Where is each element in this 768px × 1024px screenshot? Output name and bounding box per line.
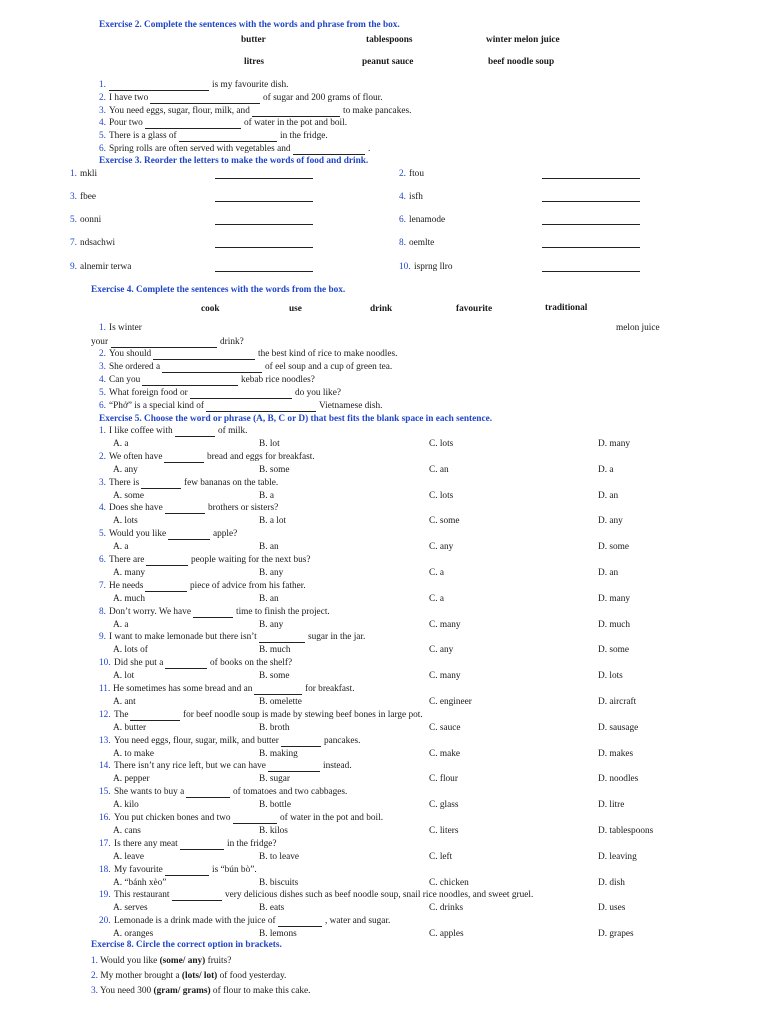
ex2-item-6-text-before: Spring rolls are often served with vegetables and: [109, 144, 291, 154]
ex5-question-12-number: 12.: [99, 709, 111, 720]
ex5-option[interactable]: C. flour: [429, 774, 458, 785]
ex2-item-4-number: 4.: [99, 118, 106, 128]
ex3-answer-blank[interactable]: [215, 271, 313, 272]
ex5-option[interactable]: A. lots of: [113, 645, 148, 656]
ex8-item-1: [91, 957, 231, 966]
ex5-question-13-text-after: pancakes.: [324, 735, 361, 746]
ex5-option[interactable]: A. kilo: [113, 800, 139, 811]
ex5-question-10-text-before: Did she put a: [114, 658, 164, 669]
ex5-option[interactable]: A. a: [113, 542, 129, 553]
ex5-option[interactable]: A. much: [113, 593, 146, 604]
ex5-question-7-text-after: piece of advice from his father.: [190, 580, 306, 591]
ex5-option[interactable]: C. any: [429, 645, 454, 656]
exercise-4-heading: Exercise 4. Complete the sentences with the words from the box.: [91, 285, 346, 295]
ex5-question-18-number: 18.: [99, 864, 111, 875]
ex4-item-1-text-after: drink?: [220, 337, 244, 347]
ex2-box-word: butter: [241, 35, 266, 45]
ex2-item-1-blank[interactable]: [109, 90, 209, 91]
ex5-question-3-blank[interactable]: [141, 488, 181, 489]
ex5-option[interactable]: C. a: [429, 593, 444, 604]
ex5-question-6-number: 6.: [99, 555, 106, 565]
ex3-answer-blank[interactable]: [542, 224, 640, 225]
ex2-item-4-blank[interactable]: [145, 128, 241, 129]
ex5-option[interactable]: D. dish: [598, 877, 625, 888]
ex2-box-word: tablespoons: [366, 35, 413, 45]
ex4-item-6-text-before: “Phở” is a special kind of: [109, 401, 205, 411]
ex4-item-1-number: 1.: [99, 323, 106, 333]
ex2-item-4-text-before: Pour two: [109, 118, 143, 128]
ex5-question-14-number: 14.: [99, 761, 111, 772]
ex5-option[interactable]: D. grapes: [598, 929, 634, 940]
ex5-question-9-text-after: sugar in the jar.: [308, 632, 366, 643]
ex5-option[interactable]: D. some: [598, 645, 629, 656]
ex5-question-1-blank[interactable]: [175, 436, 215, 437]
ex5-option[interactable]: A. to make: [113, 748, 155, 759]
ex8-item-2: [91, 972, 286, 981]
ex5-option[interactable]: C. chicken: [429, 877, 469, 888]
ex3-scrambled-word: isfh: [409, 192, 423, 202]
ex4-item-3-blank[interactable]: [162, 372, 262, 373]
ex5-question-1-number: 1.: [99, 426, 106, 436]
ex3-item-number: 8.: [399, 238, 406, 248]
ex5-question-14-blank[interactable]: [268, 771, 320, 772]
ex5-question-15-blank[interactable]: [186, 797, 230, 798]
ex8-text-before: Would you like: [100, 956, 160, 966]
ex2-box-word: beef noodle soup: [488, 57, 555, 67]
ex4-item-1-blank[interactable]: [111, 347, 217, 348]
ex5-question-8-number: 8.: [99, 606, 106, 617]
ex5-question-5-text-before: Would you like: [109, 529, 167, 540]
ex4-item-3-text-after: of eel soup and a cup of green tea.: [265, 362, 393, 372]
ex3-answer-blank[interactable]: [215, 224, 313, 225]
ex3-scrambled-word: lenamode: [409, 215, 446, 225]
ex5-option[interactable]: B. any: [259, 619, 284, 630]
ex5-question-13-number: 13.: [99, 735, 111, 746]
ex4-box-word: traditional: [545, 303, 588, 313]
ex5-option[interactable]: C. engineer: [429, 697, 472, 707]
ex2-box-word: peanut sauce: [362, 57, 414, 67]
ex8-item-number: 2.: [91, 971, 98, 981]
ex5-question-10-blank[interactable]: [165, 668, 207, 669]
ex5-option[interactable]: B. some: [259, 671, 290, 682]
ex4-item-1-text: Is winter: [109, 323, 142, 333]
ex4-box-word: favourite: [456, 304, 493, 314]
ex5-option[interactable]: A. lots: [113, 516, 138, 527]
ex5-question-2-number: 2.: [99, 451, 106, 462]
ex5-question-17-number: 17.: [99, 838, 111, 849]
ex8-text-after: of food yesterday.: [217, 971, 287, 981]
ex5-question-6-text-before: There are: [109, 555, 145, 565]
ex4-item-4-text-before: Can you: [109, 375, 141, 385]
ex5-question-17-blank[interactable]: [180, 849, 224, 850]
ex5-question-15-number: 15.: [99, 787, 111, 798]
ex5-option[interactable]: D. a: [598, 464, 614, 475]
ex5-option[interactable]: D. sausage: [598, 722, 639, 733]
ex5-option[interactable]: C. liters: [429, 826, 459, 836]
ex4-item-4-number: 4.: [99, 375, 106, 385]
ex8-text-after: of flour to make this cake.: [210, 986, 311, 996]
ex4-item-6-text-after: Vietnamese dish.: [319, 401, 383, 411]
ex5-question-2-text-after: bread and eggs for breakfast.: [207, 451, 315, 462]
ex5-option[interactable]: C. glass: [429, 800, 459, 811]
ex8-item-number: 3.: [91, 986, 98, 996]
ex4-item-5-blank[interactable]: [190, 398, 292, 399]
ex5-question-12-text-after: for beef noodle soup is made by stewing beef bones in large pot.: [183, 709, 423, 720]
ex5-option[interactable]: C. sauce: [429, 722, 461, 733]
ex5-option[interactable]: D. lots: [598, 671, 623, 682]
ex5-option[interactable]: C. lots: [429, 490, 454, 501]
ex4-item-6-number: 6.: [99, 401, 106, 411]
ex5-option[interactable]: D. any: [598, 516, 623, 527]
ex3-item-number: 5.: [70, 215, 77, 225]
ex5-question-6-blank[interactable]: [146, 565, 188, 566]
ex5-question-14-text-after: instead.: [323, 761, 352, 772]
ex5-option[interactable]: D. uses: [598, 903, 626, 914]
ex5-question-4-text-before: Does she have: [109, 503, 163, 514]
ex8-text-before: My mother brought a: [100, 971, 182, 981]
ex5-question-3-text-after: few bananas on the table.: [184, 477, 279, 488]
ex5-option[interactable]: D. makes: [598, 748, 634, 759]
ex5-option[interactable]: B. making: [259, 748, 298, 759]
ex3-item-number: 6.: [399, 215, 406, 225]
ex5-question-4-text-after: brothers or sisters?: [208, 503, 279, 514]
ex5-question-10-number: 10.: [99, 658, 111, 669]
ex2-item-3-text-after: to make pancakes.: [343, 106, 412, 116]
ex3-item-number: 2.: [399, 169, 406, 179]
ex5-question-9-text-before: I want to make lemonade but there isn’t: [109, 632, 257, 643]
ex5-question-7-number: 7.: [99, 580, 106, 591]
ex5-question-8-text-after: time to finish the project.: [236, 606, 330, 617]
ex5-question-7-text-before: He needs: [109, 580, 144, 591]
ex5-question-5-blank[interactable]: [168, 539, 210, 540]
ex5-question-16-text-after: of water in the pot and boil.: [280, 813, 384, 823]
ex5-option[interactable]: A. leave: [113, 851, 144, 862]
ex5-option[interactable]: A. lot: [113, 671, 135, 682]
ex5-option[interactable]: D. tablespoons: [598, 826, 654, 836]
ex2-item-6-blank[interactable]: [293, 154, 365, 155]
ex5-question-12-blank[interactable]: [130, 720, 180, 721]
ex5-question-20-blank[interactable]: [278, 926, 322, 927]
ex5-option[interactable]: D. an: [598, 568, 619, 578]
ex8-text-after: fruits?: [205, 956, 232, 966]
ex8-item-3: [91, 987, 311, 996]
ex4-box-word: use: [289, 304, 302, 314]
ex4-item-3-text-before: She ordered a: [109, 362, 161, 372]
ex5-question-20-text-after: , water and sugar.: [325, 916, 391, 927]
ex5-option[interactable]: C. drinks: [429, 903, 464, 914]
ex5-option[interactable]: B. broth: [259, 722, 290, 733]
ex5-option[interactable]: B. a: [259, 490, 274, 501]
ex5-option[interactable]: D. many: [598, 593, 631, 604]
ex3-answer-blank[interactable]: [215, 247, 313, 248]
ex5-option[interactable]: B. omelette: [259, 697, 302, 707]
ex3-answer-blank[interactable]: [215, 178, 313, 179]
ex5-question-14-text-before: There isn’t any rice left, but we can have: [114, 761, 266, 772]
ex5-option[interactable]: A. many: [113, 568, 146, 578]
ex5-option[interactable]: B. an: [259, 542, 279, 553]
ex5-option[interactable]: B. sugar: [259, 774, 290, 785]
ex5-question-11-blank[interactable]: [254, 694, 302, 695]
ex5-option[interactable]: C. many: [429, 619, 461, 630]
ex3-answer-blank[interactable]: [542, 201, 640, 202]
ex3-item-number: 3.: [70, 192, 77, 202]
ex5-question-13-text-before: You need eggs, flour, sugar, milk, and butter: [114, 735, 279, 746]
ex2-item-2-blank[interactable]: [150, 103, 260, 104]
ex5-option[interactable]: A. some: [113, 490, 144, 501]
ex5-option[interactable]: C. an: [429, 464, 449, 475]
ex2-box-word: litres: [244, 57, 264, 67]
ex5-question-2-blank[interactable]: [164, 462, 204, 463]
ex5-option[interactable]: A. serves: [113, 903, 148, 914]
ex8-options[interactable]: (lots/ lot): [181, 971, 218, 981]
ex2-item-2-number: 2.: [99, 93, 106, 103]
ex3-answer-blank[interactable]: [542, 247, 640, 248]
ex2-item-6-text-after: .: [368, 144, 371, 154]
ex5-option[interactable]: B. much: [259, 645, 291, 656]
ex2-item-5-number: 5.: [99, 131, 106, 141]
ex5-question-15-text-after: of tomatoes and two cabbages.: [233, 787, 348, 798]
ex3-answer-blank[interactable]: [215, 201, 313, 202]
ex5-option[interactable]: A. a: [113, 439, 129, 449]
ex5-option[interactable]: D. an: [598, 490, 619, 501]
ex4-item-2-number: 2.: [99, 349, 106, 359]
ex5-option[interactable]: D. aircraft: [598, 697, 637, 707]
ex5-question-4-number: 4.: [99, 503, 106, 514]
ex5-question-18-blank[interactable]: [165, 875, 209, 876]
ex3-answer-blank[interactable]: [542, 178, 640, 179]
ex5-question-19-text-after: very delicious dishes such as beef noodle soup, snail rice noodles, and sweet gruel.: [225, 890, 534, 901]
ex3-scrambled-word: ftou: [409, 169, 424, 179]
ex2-item-5-text-before: There is a glass of: [109, 131, 177, 141]
ex5-question-2-text-before: We often have: [109, 451, 163, 462]
ex5-question-6-text-after: people waiting for the next bus?: [191, 555, 311, 565]
exercise-5-heading: Exercise 5. Choose the word or phrase (A, B, C or D) that best fits the blank space in each sentence.: [99, 414, 493, 424]
ex2-item-3-blank[interactable]: [252, 116, 340, 117]
ex3-scrambled-word: isprng llro: [414, 262, 453, 272]
ex8-options[interactable]: (some/ any): [159, 956, 206, 966]
ex5-question-9-number: 9.: [99, 632, 106, 643]
ex5-question-18-text-before: My favourite: [114, 864, 163, 875]
ex2-box-word: winter melon juice: [486, 35, 560, 45]
exercise-3-heading: Exercise 3. Reorder the letters to make the words of food and drink.: [99, 156, 369, 166]
ex4-item-5-text-before: What foreign food or: [109, 388, 188, 398]
ex4-item-5-text-after: do you like?: [295, 388, 341, 398]
ex5-option[interactable]: C. left: [429, 851, 453, 862]
ex5-option[interactable]: D. some: [598, 542, 629, 553]
ex5-question-20-number: 20.: [99, 916, 111, 927]
ex4-box-word: cook: [201, 304, 220, 314]
ex5-option[interactable]: B. a lot: [259, 516, 287, 527]
ex5-option[interactable]: D. many: [598, 439, 631, 449]
ex5-question-10-text-after: of books on the shelf?: [210, 658, 293, 669]
ex2-item-1-text-after: is my favourite dish.: [212, 80, 289, 90]
ex5-option[interactable]: D. leaving: [598, 851, 637, 862]
ex5-option[interactable]: B. some: [259, 464, 290, 475]
ex2-item-5-text-after: in the fridge.: [280, 131, 328, 141]
ex3-scrambled-word: fbee: [80, 192, 96, 202]
ex5-option[interactable]: B. to leave: [259, 851, 300, 862]
ex5-option[interactable]: C. a: [429, 568, 444, 578]
ex5-question-19-number: 19.: [99, 890, 111, 901]
ex3-scrambled-word: oonni: [80, 215, 102, 225]
ex8-options[interactable]: (gram/ grams): [153, 986, 211, 996]
ex5-question-16-blank[interactable]: [233, 823, 277, 824]
ex5-question-15-text-before: She wants to buy a: [114, 787, 185, 798]
ex5-question-9-blank[interactable]: [259, 642, 305, 643]
ex4-item-4-blank[interactable]: [142, 385, 238, 386]
ex5-option[interactable]: A. “bánh xèo”: [113, 877, 167, 888]
ex5-option[interactable]: B. any: [259, 568, 284, 578]
ex3-item-number: 7.: [70, 238, 77, 248]
ex5-option[interactable]: B. kilos: [259, 826, 288, 836]
ex3-item-number: 10.: [399, 262, 411, 272]
ex4-item-1-text-line2: your: [91, 337, 109, 347]
ex5-option[interactable]: B. lemons: [259, 929, 297, 940]
ex5-question-8-text-before: Don’t worry. We have: [109, 606, 191, 617]
ex4-item-4-text-after: kebab rice noodles?: [241, 375, 315, 385]
ex5-option[interactable]: A. any: [113, 464, 138, 475]
exercise-8-heading: Exercise 8. Circle the correct option in brackets.: [91, 940, 282, 950]
ex5-question-17-text-before: Is there any meat: [114, 838, 178, 849]
ex5-question-12-text-before: The: [114, 709, 129, 720]
ex5-option[interactable]: A. pepper: [113, 774, 150, 785]
ex5-question-7-blank[interactable]: [145, 591, 187, 592]
ex2-item-5-blank[interactable]: [179, 141, 277, 142]
ex5-option[interactable]: A. cans: [113, 826, 141, 836]
ex3-answer-blank[interactable]: [542, 271, 640, 272]
ex2-item-2-text-after: of sugar and 200 grams of flour.: [263, 93, 383, 103]
ex5-question-3-text-before: There is: [109, 477, 140, 488]
ex5-option[interactable]: A. a: [113, 619, 129, 630]
ex5-option[interactable]: D. litre: [598, 800, 625, 811]
ex3-scrambled-word: oemlte: [409, 238, 435, 248]
ex5-question-18-text-after: is “bún bò”.: [212, 864, 257, 875]
ex8-item-number: 1.: [91, 956, 98, 966]
ex5-option[interactable]: A. oranges: [113, 929, 154, 940]
ex5-question-16-number: 16.: [99, 813, 111, 823]
ex5-question-5-text-after: apple?: [213, 529, 238, 540]
ex4-item-2-text-after: the best kind of rice to make noodles.: [258, 349, 398, 359]
ex5-option[interactable]: C. apples: [429, 929, 464, 940]
ex5-question-8-blank[interactable]: [193, 617, 233, 618]
ex5-option[interactable]: B. bottle: [259, 800, 292, 811]
ex5-question-20-text-before: Lemonade is a drink made with the juice of: [114, 916, 276, 927]
ex5-question-1-text-before: I like coffee with: [109, 426, 173, 436]
exercise-2-heading: Exercise 2. Complete the sentences with the words and phrase from the box.: [99, 20, 400, 30]
ex4-item-1-text-end: melon juice: [616, 323, 660, 333]
ex2-item-2-text-before: I have two: [109, 93, 149, 103]
ex4-item-6-blank[interactable]: [206, 411, 316, 412]
ex5-option[interactable]: D. much: [598, 619, 631, 630]
ex5-option[interactable]: D. noodles: [598, 774, 639, 785]
ex5-question-11-text-before: He sometimes has some bread and an: [113, 684, 253, 694]
ex4-item-5-number: 5.: [99, 388, 106, 398]
ex5-option[interactable]: C. many: [429, 671, 461, 682]
ex3-scrambled-word: alnemir terwa: [80, 262, 132, 272]
ex5-question-5-number: 5.: [99, 529, 106, 540]
ex5-question-13-blank[interactable]: [281, 746, 321, 747]
ex3-item-number: 1.: [70, 169, 77, 179]
ex5-question-16-text-before: You put chicken bones and two: [114, 813, 231, 823]
ex3-item-number: 9.: [70, 262, 77, 272]
ex5-question-11-text-after: for breakfast.: [305, 684, 355, 694]
ex8-text-before: You need 300: [99, 986, 154, 996]
ex5-option[interactable]: C. some: [429, 516, 460, 527]
ex5-option[interactable]: A. ant: [113, 697, 136, 707]
ex5-option[interactable]: B. lot: [259, 439, 280, 449]
ex5-question-19-blank[interactable]: [172, 900, 222, 901]
ex2-item-3-number: 3.: [99, 106, 106, 116]
ex5-question-19-text-before: This restaurant: [114, 890, 170, 901]
ex5-option[interactable]: C. make: [429, 748, 460, 759]
ex4-item-3-number: 3.: [99, 362, 106, 372]
ex2-item-6-number: 6.: [99, 144, 106, 154]
ex5-question-3-number: 3.: [99, 477, 106, 488]
ex5-option[interactable]: B. biscuits: [259, 877, 299, 888]
ex5-option[interactable]: B. eats: [259, 903, 285, 914]
ex5-option[interactable]: A. butter: [113, 722, 147, 733]
ex5-question-1-text-after: of milk.: [218, 426, 248, 436]
ex3-scrambled-word: mkli: [80, 169, 98, 179]
ex2-item-3-text-before: You need eggs, sugar, flour, milk, and: [109, 106, 250, 116]
ex5-question-11-number: 11.: [99, 684, 111, 694]
ex4-box-word: drink: [370, 304, 393, 314]
ex2-item-4-text-after: of water in the pot and boil.: [244, 118, 348, 128]
ex5-option[interactable]: C. lots: [429, 439, 454, 449]
ex5-question-17-text-after: in the fridge?: [227, 838, 277, 849]
ex4-item-2-text-before: You should: [109, 349, 152, 359]
ex2-item-1-number: 1.: [99, 80, 106, 90]
ex3-scrambled-word: ndsachwi: [80, 238, 116, 248]
ex4-item-2-blank[interactable]: [153, 359, 255, 360]
ex5-question-4-blank[interactable]: [165, 513, 205, 514]
ex5-option[interactable]: C. any: [429, 542, 454, 553]
ex5-option[interactable]: B. an: [259, 593, 279, 604]
ex3-item-number: 4.: [399, 192, 406, 202]
